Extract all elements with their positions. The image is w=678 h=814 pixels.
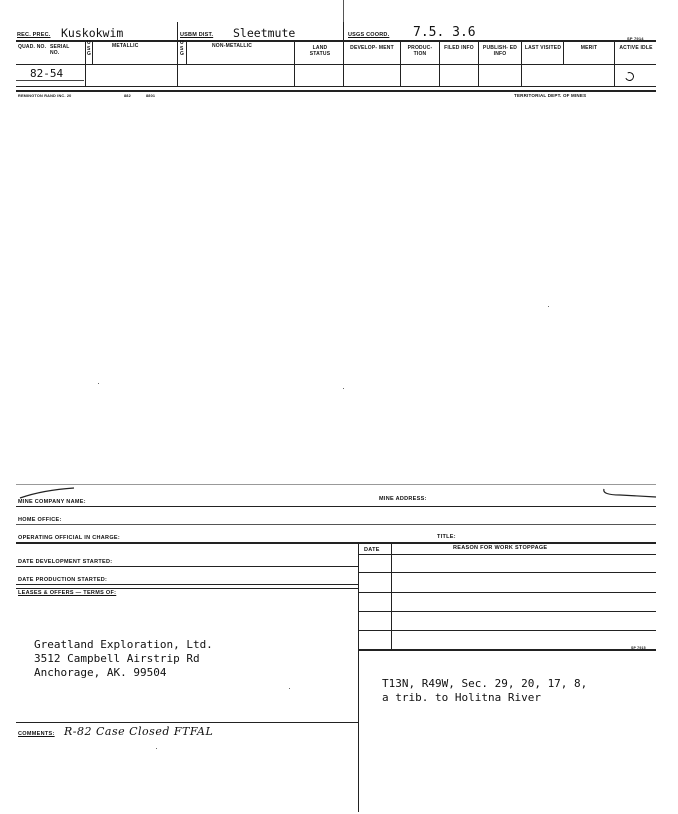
col-production: PRODUC- TION bbox=[407, 45, 433, 57]
footer-code-2: 8801 bbox=[146, 94, 156, 98]
title-label: TITLE: bbox=[437, 534, 456, 540]
rule-reason-1 bbox=[358, 572, 656, 573]
col-serial-no: SERIAL NO. bbox=[50, 44, 70, 56]
header-top-rule bbox=[16, 40, 656, 42]
active-mark bbox=[624, 71, 636, 83]
location-line-1: T13N, R49W, Sec. 29, 20, 17, 8, bbox=[382, 677, 588, 690]
rule-date-prod bbox=[16, 584, 358, 585]
location-line-2: a trib. to Holitna River bbox=[382, 691, 541, 704]
leases-line-3: Anchorage, AK. 99504 bbox=[34, 666, 167, 679]
rule-reason-3 bbox=[358, 611, 656, 612]
date-col-divider bbox=[391, 542, 392, 649]
row-bottom-rule bbox=[16, 86, 656, 87]
col-divider-production bbox=[400, 40, 401, 86]
col-divider-filed bbox=[439, 40, 440, 86]
rule-mine-company bbox=[16, 506, 656, 507]
rule-date-dev bbox=[16, 566, 358, 567]
col-divider-usg-2 bbox=[186, 40, 187, 64]
rule-date-prod-2 bbox=[16, 588, 358, 589]
header-bottom-rule bbox=[16, 64, 656, 65]
reason-label: REASON FOR WORK STOPPAGE bbox=[453, 545, 548, 551]
col-merit: MERIT bbox=[580, 45, 598, 51]
col-divider-published bbox=[478, 40, 479, 86]
col-divider-merit bbox=[563, 40, 564, 64]
operating-official-label: OPERATING OFFICIAL IN CHARGE: bbox=[18, 535, 120, 541]
col-land-status: LAND STATUS bbox=[309, 45, 331, 57]
rule-comments bbox=[16, 722, 358, 723]
col-divider-development bbox=[343, 22, 344, 86]
col-quad-no: QUAD. NO. bbox=[18, 44, 47, 50]
leases-line-1: Greatland Exploration, Ltd. bbox=[34, 638, 213, 651]
center-divider bbox=[358, 542, 359, 812]
usbm-dist-value: Sleetmute bbox=[233, 26, 296, 40]
home-office-label: HOME OFFICE: bbox=[18, 517, 62, 523]
col-development: DEVELOP- MENT bbox=[350, 45, 394, 51]
rule-home-office bbox=[16, 524, 656, 525]
col-divider-active bbox=[614, 40, 615, 86]
leases-label: LEASES & OFFERS — TERMS OF: bbox=[18, 590, 117, 596]
col-non-metallic: NON-METALLIC bbox=[212, 43, 253, 49]
usgs-coord-value: 7.5. 3.6 bbox=[413, 25, 476, 40]
bottom-card-edge bbox=[16, 484, 656, 485]
date-prod-label: DATE PRODUCTION STARTED: bbox=[18, 577, 108, 583]
quad-serial-value: 82-54 bbox=[30, 67, 64, 80]
comments-label: COMMENTS: bbox=[18, 731, 55, 737]
col-published-info: PUBLISH- ED INFO bbox=[482, 45, 518, 57]
scan-speck bbox=[156, 748, 157, 749]
comments-value: R-82 Case Closed FTFAL bbox=[64, 725, 214, 738]
pen-stroke-right bbox=[598, 483, 658, 501]
leases-line-2: 3512 Campbell Airstrip Rd bbox=[34, 652, 200, 665]
col-usg-1: U S G bbox=[87, 40, 92, 57]
footer-left: REMINGTON RAND INC. 20 bbox=[18, 94, 72, 98]
col-divider-usg-1 bbox=[92, 40, 93, 64]
col-divider-serial bbox=[85, 40, 86, 86]
col-divider-land bbox=[294, 40, 295, 86]
date-label: DATE bbox=[364, 547, 380, 553]
col-last-visited: LAST VISITED bbox=[524, 45, 562, 51]
card-bottom-rule bbox=[16, 90, 656, 92]
bottom-form-number: SP 7915 bbox=[631, 646, 646, 650]
scan-speck bbox=[98, 383, 99, 384]
rule-reason-2 bbox=[358, 592, 656, 593]
mine-address-label: MINE ADDRESS: bbox=[379, 496, 427, 502]
footer-code-1: 882 bbox=[124, 94, 131, 98]
scan-speck bbox=[548, 306, 549, 307]
scan-speck bbox=[289, 688, 290, 689]
usbm-dist-label: USBM DIST. bbox=[180, 32, 214, 38]
col-usg-2: U S G bbox=[180, 40, 185, 57]
rule-operating bbox=[16, 542, 656, 544]
rule-reason-4 bbox=[358, 630, 656, 631]
col-active-idle: ACTIVE IDLE bbox=[619, 45, 653, 51]
col-divider-nonmetallic bbox=[177, 22, 178, 86]
footer-right: TERRITORIAL DEPT. OF MINES bbox=[514, 93, 587, 98]
serial-underline bbox=[16, 80, 84, 81]
rec-prec-label: REC. PREC. bbox=[17, 32, 51, 38]
col-metallic: METALLIC bbox=[112, 43, 139, 49]
pen-stroke-left bbox=[18, 486, 78, 500]
col-divider-last bbox=[521, 40, 522, 86]
scan-speck bbox=[343, 388, 344, 389]
top-form-number: SP 7914 bbox=[627, 36, 644, 41]
usgs-coord-label: USGS COORD. bbox=[348, 32, 390, 38]
rec-prec-value: Kuskokwim bbox=[61, 26, 124, 40]
col-filed-info: FILED INFO bbox=[444, 45, 474, 51]
rule-reason-bottom bbox=[358, 649, 656, 651]
rule-reason-header bbox=[358, 554, 656, 555]
date-dev-label: DATE DEVELOPMENT STARTED: bbox=[18, 559, 113, 565]
mine-company-label: MINE COMPANY NAME: bbox=[18, 499, 86, 505]
